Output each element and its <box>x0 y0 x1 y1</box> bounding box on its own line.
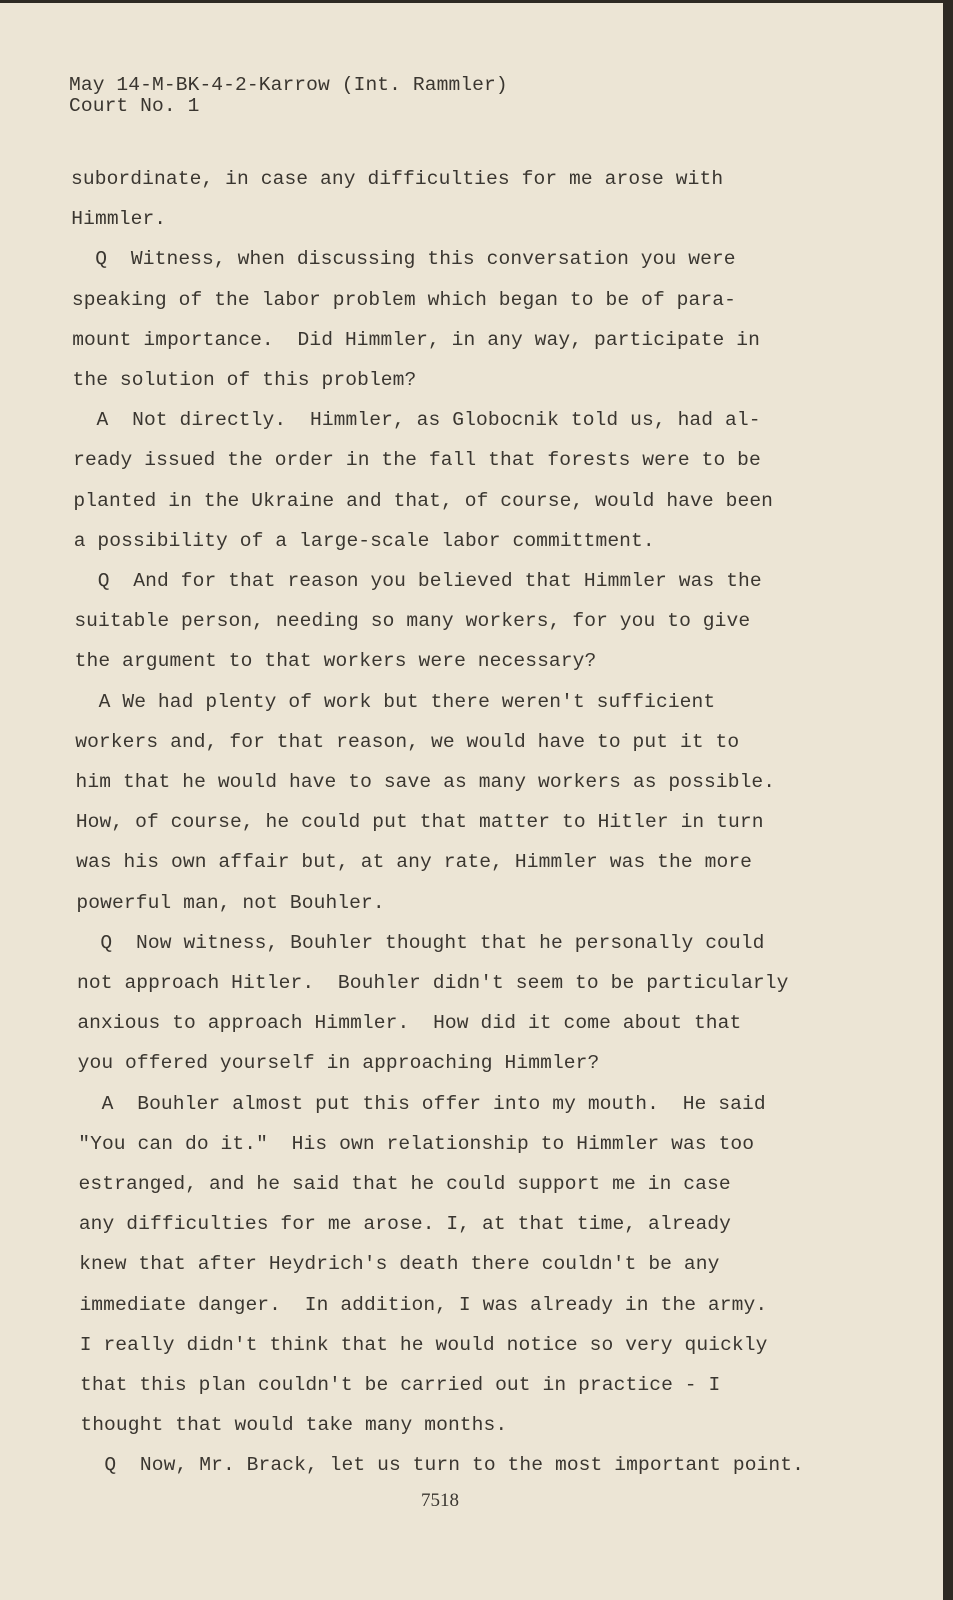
transcript-line: A We had plenty of work but there weren't sufficient <box>74 690 716 713</box>
transcript-line: ready issued the order in the fall that forests were to be <box>73 449 761 472</box>
header-line: Court No. 1 <box>69 95 200 117</box>
transcript-line: A Not directly. Himmler, as Globocnik told us, had al- <box>72 409 761 432</box>
transcript-line: immediate danger. In addition, I was already in the army. <box>79 1293 768 1316</box>
transcript-line: Q And for that reason you believed that Himmler was the <box>74 570 762 592</box>
transcript-line: subordinate, in case any difficulties for me arose with <box>71 168 724 190</box>
document-page <box>0 3 943 1600</box>
transcript-line: "You can do it." His own relationship to Himmler was too <box>78 1132 755 1155</box>
transcript-line: the solution of this problem? <box>72 369 417 391</box>
transcript-line: the argument to that workers were necessary? <box>74 650 597 673</box>
transcript-line: powerful man, not Bouhler. <box>76 891 385 914</box>
transcript-line: him that he would have to save as many workers as possible. <box>75 771 776 793</box>
transcript-line: a possibility of a large-scale labor committment. <box>73 529 655 552</box>
transcript-line: workers and, for that reason, we would have to put it to <box>75 730 740 753</box>
transcript-line: was his own affair but, at any rate, Himmler was the more <box>76 851 753 874</box>
transcript-line: Q Now, Mr. Brack, let us turn to the most important point. <box>80 1454 804 1477</box>
transcript-line: that this plan couldn't be carried out in practice - I <box>80 1374 721 1396</box>
transcript-line: How, of course, he could put that matter to Hitler in turn <box>75 811 764 834</box>
transcript-line: Q Now witness, Bouhler thought that he personally could <box>76 931 765 954</box>
transcript-line: I really didn't think that he would notice so very quickly <box>79 1333 768 1356</box>
transcript-line: planted in the Ukraine and that, of course, would have been <box>73 489 774 512</box>
page-number: 7518 <box>421 1490 459 1511</box>
transcript-line: suitable person, needing so many workers, for you to give <box>74 610 751 633</box>
header-line: May 14-M-BK-4-2-Karrow (Int. Rammler) <box>69 74 508 96</box>
transcript-line: Himmler. <box>71 208 167 231</box>
transcript-line: you offered yourself in approaching Himmler? <box>77 1052 600 1075</box>
transcript-line: thought that would take many months. <box>80 1414 508 1437</box>
transcript-line: not approach Hitler. Bouhler didn't seem to be particularly <box>77 972 789 994</box>
transcript-line: mount importance. Did Himmler, in any way, participate in <box>72 328 760 351</box>
transcript-line: A Bouhler almost put this offer into my mouth. He said <box>77 1092 766 1115</box>
transcript-line: anxious to approach Himmler. How did it come about that <box>77 1012 742 1035</box>
transcript-line: any difficulties for me arose. I, at that time, already <box>78 1213 732 1236</box>
transcript-line: knew that after Heydrich's death there couldn't be any <box>79 1253 720 1276</box>
transcript-line: speaking of the labor problem which began to be of para- <box>71 288 736 311</box>
transcript-line: Q Witness, when discussing this conversation you were <box>71 248 736 271</box>
transcript-line: estranged, and he said that he could support me in case <box>78 1173 731 1195</box>
